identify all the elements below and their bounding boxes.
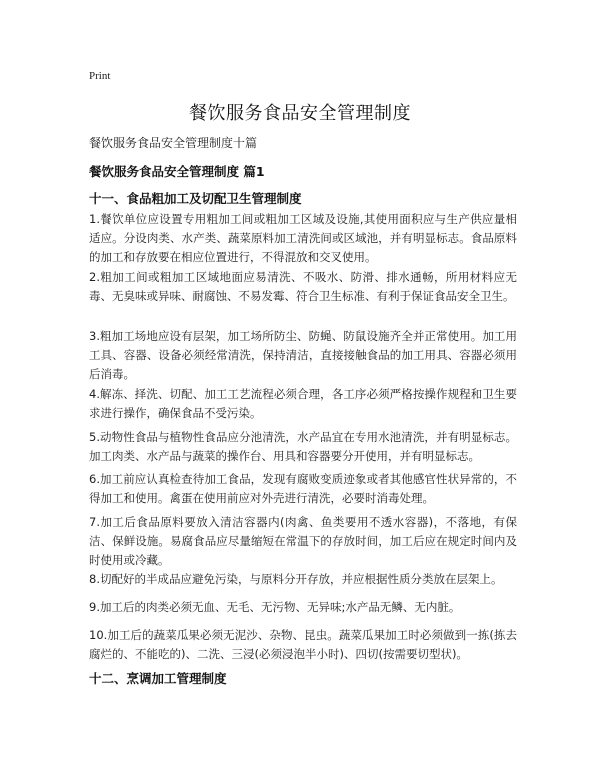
chapter-heading: 餐饮服务食品安全管理制度 篇1 [89,164,265,179]
document-subtitle: 餐饮服务食品安全管理制度十篇 [89,136,258,150]
paragraph-9: 9.加工后的肉类必须无血、无毛、无污物、无异味;水产品无鳞、无内脏。 [89,600,461,614]
paragraph-2: 2.粗加工间或粗加工区域地面应易清洗、不吸水、防滑、排水通畅，所用材料应无毒、无臭味或异味、耐腐蚀、不易发霉、符合卫生标准、有利于保证食品安全卫生。 [89,270,517,303]
section-heading-2: 十二、烹调加工管理制度 [89,671,227,686]
paragraph-10: 10.加工后的蔬菜瓜果必须无泥沙、杂物、昆虫。蔬菜瓜果加工时必须做到一拣(拣去腐烂的、不能吃的)、二洗、三浸(必须浸泡半小时)、四切(按需要切型状)。 [89,628,517,661]
paragraph-1: 1.餐饮单位应设置专用粗加工间或粗加工区域及设施,其使用面积应与生产供应量相适应。分设肉类、水产类、蔬菜原料加工清洗间或区域池，并有明显标志。食品原料的加工和存放要在相应位置进行，不得混放和交叉使用。 [89,212,517,264]
section-heading-1: 十一、食品粗加工及切配卫生管理制度 [89,191,302,206]
paragraph-6: 6.加工前应认真检查待加工食品，发现有腐败变质迹象或者其他感官性状异常的，不得加工和使用。禽蛋在使用前应对外壳进行清洗，必要时消毒处理。 [89,472,517,505]
paragraph-7: 7.加工后食品原料要放入清洁容器内(肉禽、鱼类要用不透水容器)，不落地，有保洁、保鲜设施。易腐食品应尽量缩短在常温下的存放时间，加工后应在规定时间内及时使用或冷藏。 [89,515,517,567]
document-title: 餐饮服务食品安全管理制度 [189,103,411,124]
paragraph-4: 4.解冻、择洗、切配、加工工艺流程必须合理，各工序必须严格按操作规程和卫生要求进行操作，确保食品不受污染。 [89,387,517,420]
paragraph-3: 3.粗加工场地应设有层架，加工场所防尘、防蝇、防鼠设施齐全并正常使用。加工用工具、容器、设备必须经常清洗，保持清洁，直接接触食品的加工用具、容器必须用后消毒。 [89,329,517,381]
paragraph-5: 5.动物性食品与植物性食品应分池清洗，水产品宜在专用水池清洗，并有明显标志。加工肉类、水产品与蔬菜的操作台、用具和容器要分开使用，并有明显标志。 [89,430,517,463]
print-label[interactable]: Print [89,70,111,82]
paragraph-8: 8.切配好的半成品应避免污染，与原料分开存放，并应根据性质分类放在层架上。 [89,572,503,586]
